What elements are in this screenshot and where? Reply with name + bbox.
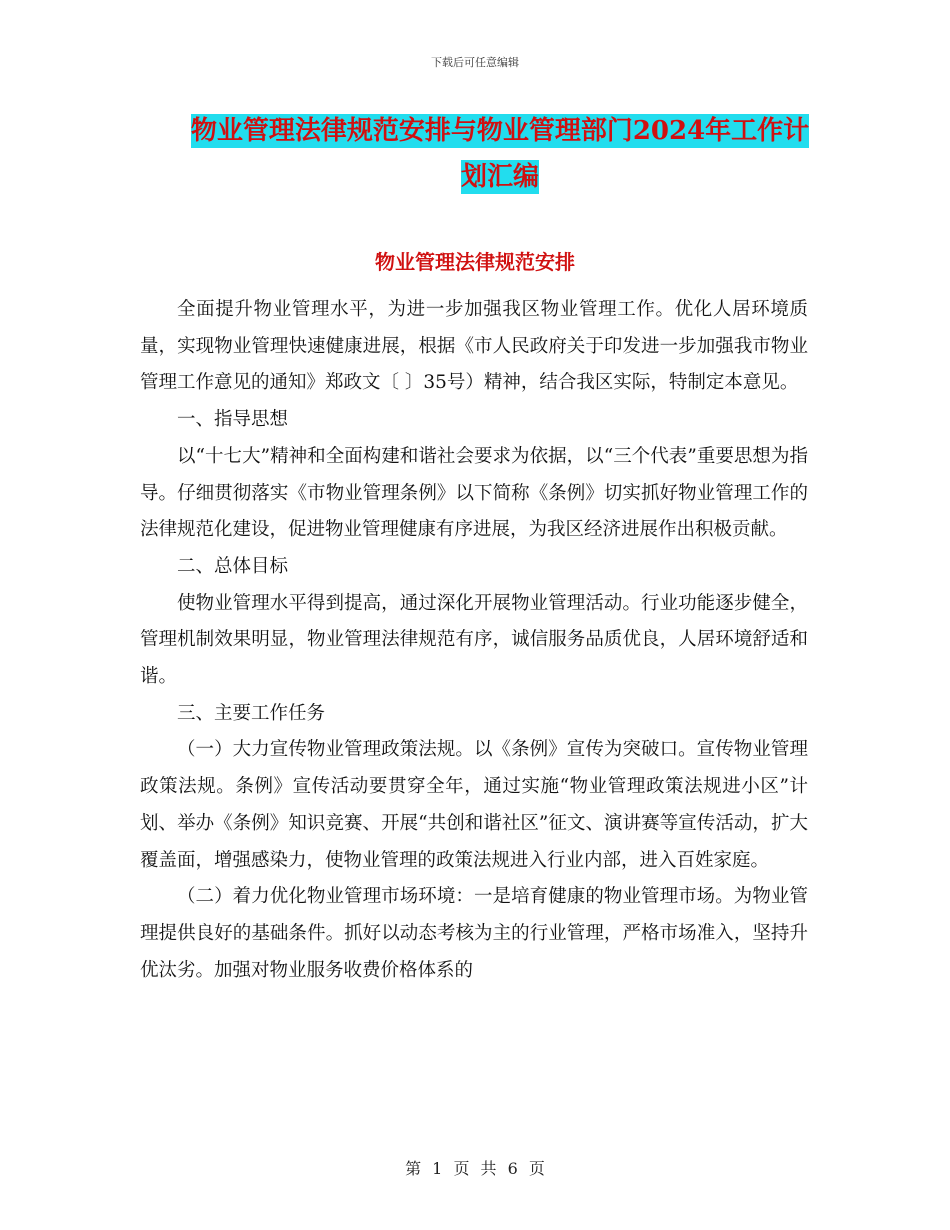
document-title (140, 108, 860, 200)
paragraph: 三、主要工作任务 (177, 702, 326, 724)
section-heading: 物业管理法律规范安排 (375, 250, 575, 274)
paragraph: 使物业管理水平得到提高，通过深化开展物业管理活动。行业功能逐步健全，管理机制效果明显，物业管理法律规范有序，诚信服务品质优良，人居环境舒适和谐。 (140, 592, 808, 688)
paragraph: 全面提升物业管理水平，为进一步加强我区物业管理工作。优化人居环境质量，实现物业管理快速健康进展，根据《市人民政府关于印发进一步加强我市物业管理工作意见的通知》郑政文〔 〕35号）精神，结合我区实际，特制定本意见。 (140, 299, 808, 394)
page-number-footer: 第 1 页 共 6 页 (405, 1159, 545, 1178)
title-line-1: 物业管理法律规范安排与物业管理部门2024年工作计 (190, 116, 810, 146)
paragraph: （二）着力优化物业管理市场环境：一是培育健康的物业管理市场。为物业管理提供良好的基础条件。抓好以动态考核为主的行业管理，严格市场准入，坚持升优汰劣。加强对物业服务收费价格体系的 (140, 886, 808, 981)
document-body (140, 292, 808, 989)
paragraph: （一）大力宣传物业管理政策法规。以《条例》宣传为突破口。宣传物业管理政策法规。条例》宣传活动要贯穿全年，通过实施“物业管理政策法规进小区”计划、举办《条例》知识竞赛、开展“共创和谐社区”征文、演讲赛等宣传活动，扩大覆盖面，增强感染力，使物业管理的政策法规进入行业内部，进入百姓家庭。 (140, 739, 808, 871)
title-line-2: 划汇编 (460, 162, 539, 192)
paragraph: 一、指导思想 (177, 409, 289, 431)
header-note: 下载后可任意编辑 (431, 56, 519, 69)
paragraph: 二、总体目标 (177, 555, 289, 577)
paragraph: 以“十七大”精神和全面构建和谐社会要求为依据，以“三个代表”重要思想为指导。仔细贯彻落实《市物业管理条例》以下简称《条例》切实抓好物业管理工作的法律规范化建设，促进物业管理健康有序进展，为我区经济进展作出积极贡献。 (140, 445, 808, 541)
